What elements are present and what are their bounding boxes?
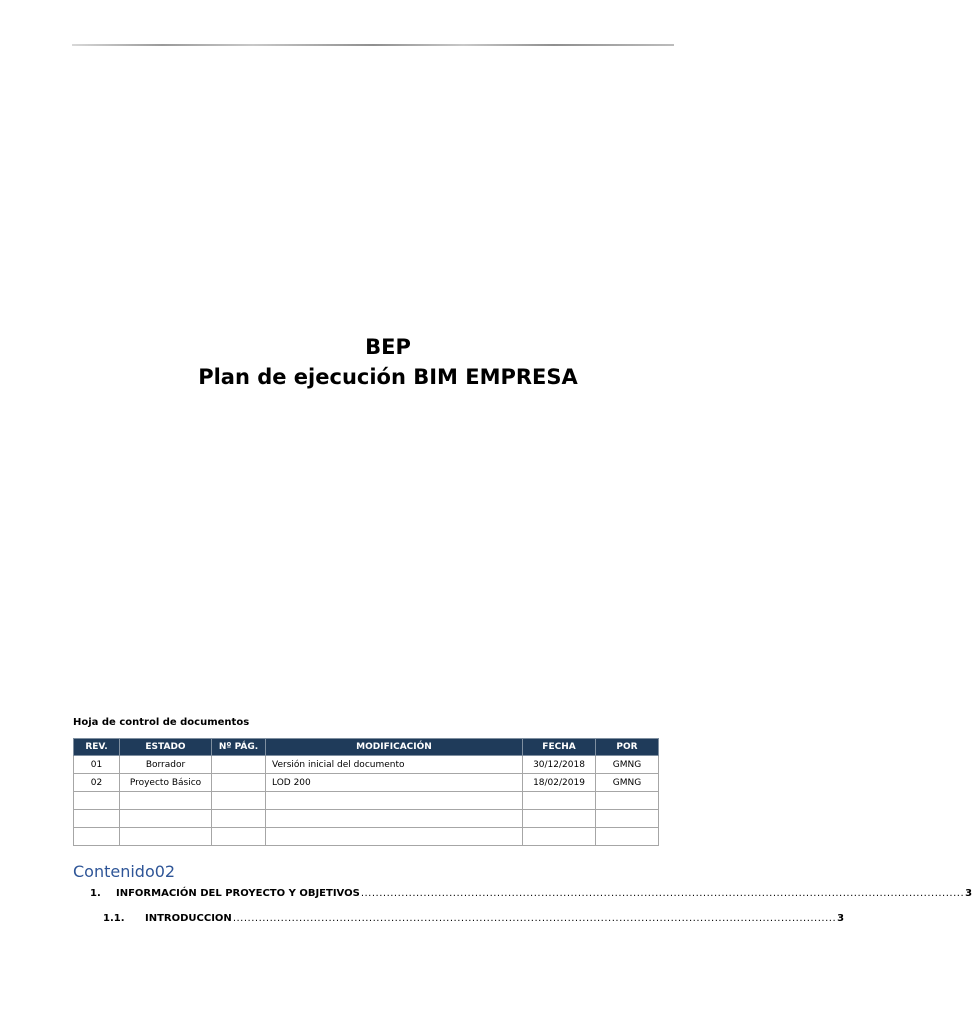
cell-fecha: 30/12/2018 [523, 756, 596, 774]
table-row [74, 756, 659, 774]
toc-entry-number: 1. [90, 888, 101, 899]
cell-rev: 02 [74, 774, 120, 792]
title-line-2: Plan de ejecución BIM EMPRESA [198, 365, 578, 389]
cell-modificacion: LOD 200 [266, 774, 523, 792]
table-row [74, 792, 659, 810]
cell-rev [74, 810, 120, 828]
header-fecha: FECHA [523, 739, 596, 756]
cell-estado [120, 810, 212, 828]
cell-rev [74, 828, 120, 846]
cell-modificacion: Versión inicial del documento [266, 756, 523, 774]
toc-heading: Contenido02 [73, 862, 176, 881]
table-row [74, 828, 659, 846]
table-row [74, 774, 659, 792]
toc-entry-1[interactable] [90, 887, 972, 901]
cell-fecha [523, 828, 596, 846]
cell-por [596, 792, 659, 810]
toc-entry-page: 3 [965, 888, 972, 899]
cell-estado [120, 792, 212, 810]
cell-por: GMNG [596, 756, 659, 774]
cell-num-pag [212, 828, 266, 846]
toc-dot-leader: .................................................................................................................................................................... [360, 888, 965, 899]
cell-por [596, 828, 659, 846]
toc-dot-leader: .................................................................................................................................................................... [232, 913, 837, 924]
cell-num-pag [212, 810, 266, 828]
title-line-1: BEP [365, 335, 411, 359]
document-title [0, 332, 776, 392]
cell-rev: 01 [74, 756, 120, 774]
cell-estado [120, 828, 212, 846]
cell-modificacion [266, 792, 523, 810]
cell-por [596, 810, 659, 828]
header-estado: ESTADO [120, 739, 212, 756]
cell-num-pag [212, 792, 266, 810]
control-caption: Hoja de control de documentos [73, 717, 250, 728]
header-rule [72, 44, 674, 46]
toc-entry-number: 1.1. [103, 913, 125, 924]
toc-entry-text: INTRODUCCION [145, 913, 232, 924]
cell-num-pag [212, 756, 266, 774]
header-modificacion: MODIFICACIÓN [266, 739, 523, 756]
cell-por: GMNG [596, 774, 659, 792]
header-por: POR [596, 739, 659, 756]
table-row [74, 810, 659, 828]
cell-modificacion [266, 828, 523, 846]
cell-fecha [523, 792, 596, 810]
document-control-table [73, 738, 659, 846]
header-rev: REV. [74, 739, 120, 756]
cell-fecha: 18/02/2019 [523, 774, 596, 792]
toc-entry-text: INFORMACIÓN DEL PROYECTO Y OBJETIVOS [116, 888, 360, 899]
toc-entry-1-1[interactable] [103, 912, 845, 926]
table-header-row [74, 739, 659, 756]
cell-estado: Borrador [120, 756, 212, 774]
cell-rev [74, 792, 120, 810]
cell-modificacion [266, 810, 523, 828]
cell-fecha [523, 810, 596, 828]
toc-entry-page: 3 [837, 913, 845, 924]
header-num-pag: Nº PÁG. [212, 739, 266, 756]
cell-num-pag [212, 774, 266, 792]
cell-estado: Proyecto Básico [120, 774, 212, 792]
